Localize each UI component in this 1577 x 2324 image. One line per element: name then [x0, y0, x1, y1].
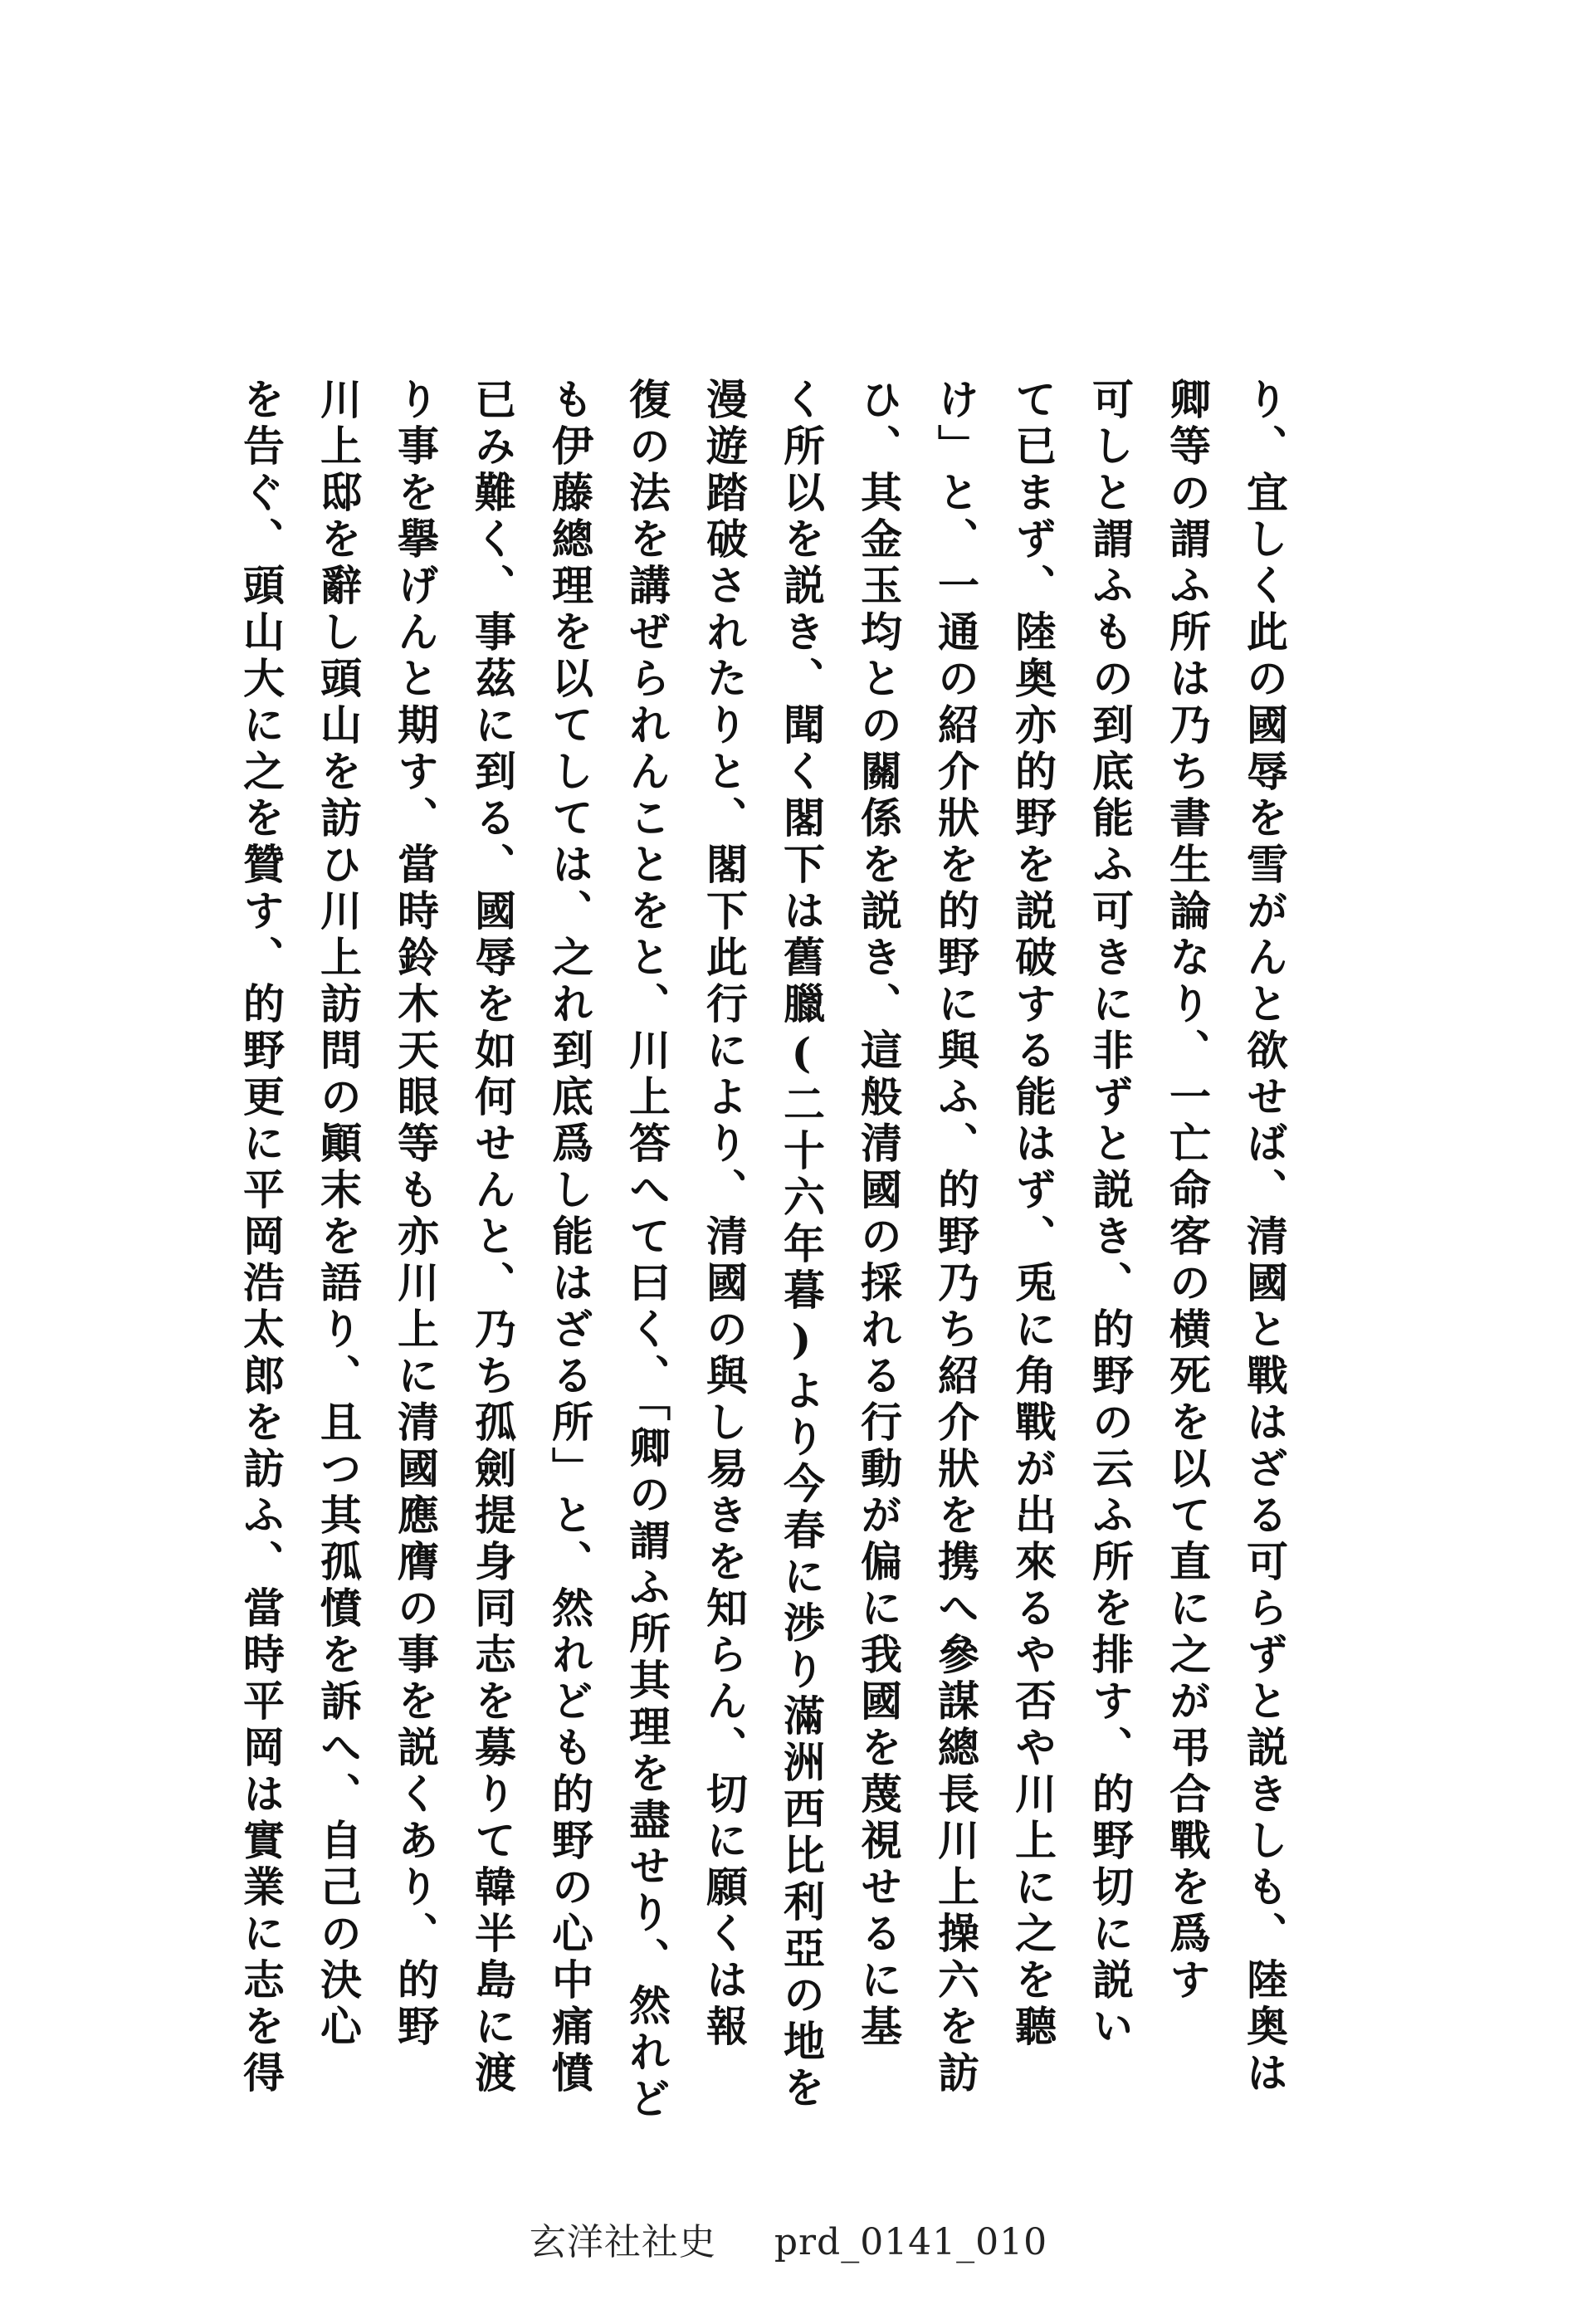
text-column-10: も伊藤總理を以てしては、之れ到底爲し能はざる所」と、然れども的野の心中痛憤 [545, 378, 594, 2097]
footer-book-title: 玄洋社社史 [529, 2221, 716, 2263]
text-column-11: 已み難く、事茲に到る、國辱を如何せんと、乃ち孤劍提身同志を募りて韓半島に渡 [468, 378, 517, 2097]
text-column-8: 漫遊踏破されたりと、閣下此行により、清國の與し易きを知らん、切に願くは報 [700, 378, 749, 2051]
text-column-4: て已まず、陸奥亦的野を説破する能はず、兎に角戰が出來るや否や川上に之を聽 [1008, 378, 1057, 2051]
text-column-6: ひ、其金玉均との關係を説き、這般清國の採れる行動が偏に我國を蔑視せるに基 [854, 378, 903, 2051]
text-column-3: 可しと謂ふもの到底能ふ可きに非ずと説き、的野の云ふ所を排す、的野切に説い [1086, 378, 1135, 2051]
text-column-14: を告ぐ、頭山大に之を贊す、的野更に平岡浩太郎を訪ふ、當時平岡は實業に志を得 [237, 378, 286, 2097]
text-column-12: り事を擧げんと期す、當時鈴木天眼等も亦川上に清國應膺の事を説くあり、的野 [391, 378, 440, 2051]
text-column-2: 卿等の謂ふ所は乃ち書生論なり、一亡命客の横死を以て直に之が弔合戰を爲す [1163, 378, 1212, 2004]
footer-page-id: prd_0141_010 [774, 2221, 1048, 2263]
vertical-text-body [237, 378, 1303, 2123]
page-footer [0, 2212, 1577, 2265]
text-column-13: 川上邸を辭し頭山を訪ひ川上訪問の顚末を語り、且つ其孤憤を訴へ、自己の決心 [314, 378, 363, 2051]
text-column-9: 復の法を講ぜられんことをと、川上答へて曰く、「卿の謂ふ所其理を盡せり、然れど [622, 378, 671, 2123]
text-column-7: く所以を説き、聞く閣下は舊臘(二十六年暮)より今春に渉り滿洲西比利亞の地を [777, 378, 826, 2112]
text-column-5: け」と、一通の紹介狀を的野に與ふ、的野乃ち紹介狀を携へ參謀總長川上操六を訪 [931, 378, 980, 2097]
text-column-1: り、宜しく此の國辱を雪がんと欲せば、清國と戰はざる可らずと説きしも、陸奥は [1240, 378, 1289, 2097]
